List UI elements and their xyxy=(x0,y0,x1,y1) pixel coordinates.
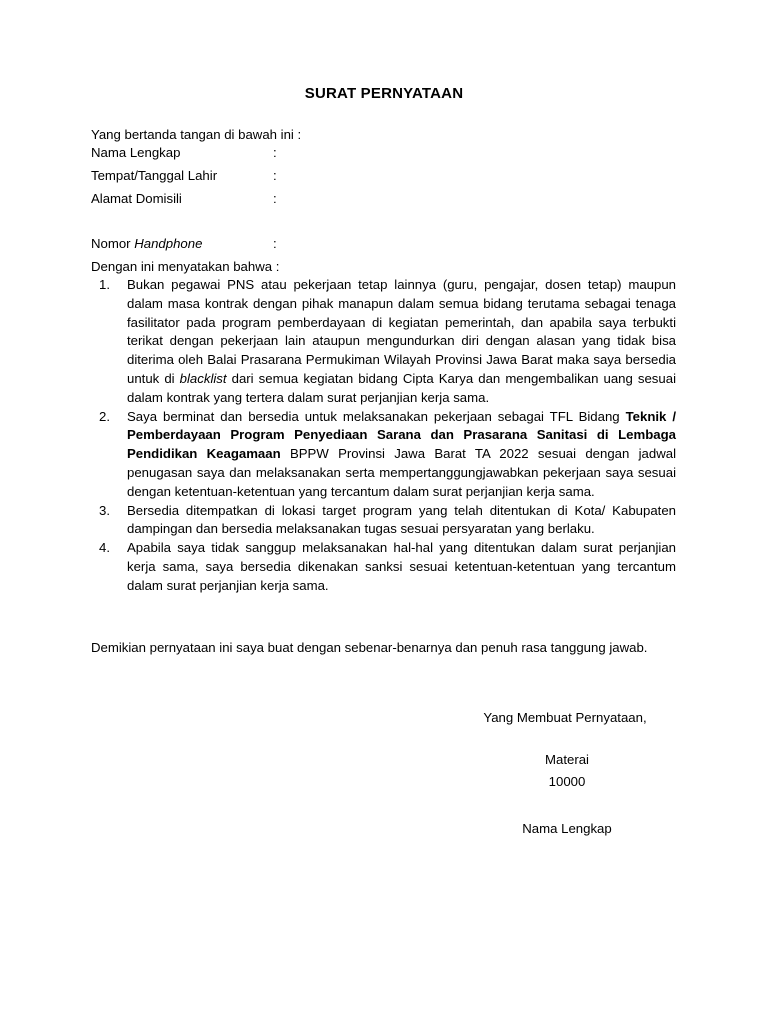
list-item xyxy=(91,502,676,540)
intro-text: Yang bertanda tangan di bawah ini : xyxy=(91,127,302,142)
field-nama-lengkap xyxy=(91,144,391,163)
signature-name: Nama Lengkap xyxy=(522,821,612,836)
field-label: Alamat Domisili xyxy=(91,191,182,206)
field-label-prefix: Nomor xyxy=(91,236,135,251)
field-label: Tempat/Tanggal Lahir xyxy=(91,168,218,183)
list-item xyxy=(91,539,676,595)
item-text: Apabila saya tidak sanggup melaksanakan hal-hal yang ditentukan dalam surat perjanjian kerja sama, saya bersedia dikenakan sanksi sesuai ketentuan-ketentuan yang tercantum dalam surat perjanjian kerja sama. xyxy=(127,540,676,593)
field-nomor-handphone xyxy=(91,235,391,254)
item-text: Saya berminat dan bersedia untuk melaksanakan pekerjaan sebagai TFL Bidang xyxy=(127,408,626,424)
statement-intro: Dengan ini menyatakan bahwa : xyxy=(91,259,280,274)
item-number: 3. xyxy=(99,502,110,518)
field-label: Nama Lengkap xyxy=(91,145,181,160)
field-alamat-domisili xyxy=(91,190,391,209)
field-label-italic: Handphone xyxy=(134,236,203,251)
stamp-value: 10000 xyxy=(548,774,586,789)
list-item xyxy=(91,408,676,502)
item-text: Bersedia ditempatkan di lokasi target program yang telah ditentukan di Kota/ Kabupaten dampingan dan bersedia melaksanakan tugas sesuai persyaratan yang berlaku. xyxy=(127,502,676,537)
list-item xyxy=(91,276,676,408)
item-number: 2. xyxy=(99,408,110,424)
item-bold-text: Teknik / Pemberdayaan Program Penyediaan Sarana dan Prasarana Sanitasi di Lembaga Pendidikan Keagamaan xyxy=(127,408,676,462)
field-colon: : xyxy=(273,168,277,183)
item-number: 4. xyxy=(99,540,110,556)
field-tempat-tanggal-lahir xyxy=(91,167,391,186)
field-colon: : xyxy=(273,236,277,251)
field-colon: : xyxy=(273,191,277,206)
item-number: 1. xyxy=(99,277,110,292)
statement-list xyxy=(91,276,676,596)
signature-heading: Yang Membuat Pernyataan, xyxy=(483,710,647,725)
field-label xyxy=(91,235,273,254)
stamp-label: Materai xyxy=(545,752,589,767)
field-colon: : xyxy=(273,145,277,160)
item-text: Bukan pegawai PNS atau pekerjaan tetap lainnya (guru, pengajar, dosen tetap) maupun dalam masa kontrak dengan pihak manapun dalam semua bidang terutama sebagai tenaga fasilitator pada program pemberdayaan di kegiatan pemerintah, dan apabila saya terbukti terikat dengan pekerjaan lain ataupun mengundurkan diri dengan alasan yang tidak bisa diterima oleh Balai Prasarana Permukiman Wilayah Provinsi Jawa Barat maka saya bersedia untuk di xyxy=(127,277,676,386)
item-text: dari semua kegiatan bidang Cipta Karya dan mengembalikan uang sesuai dalam kontrak yang tertera dalam surat perjanjian kerja sama. xyxy=(127,370,676,405)
document-title: SURAT PERNYATAAN xyxy=(304,85,464,102)
item-text: BPPW Provinsi Jawa Barat TA 2022 sesuai dengan jadwal penugasan saya dan melaksanakan serta mempertanggungjawabkan pekerjaan saya sesuai dengan ketentuan-ketentuan yang tercantum dalam surat perjanjian kerja sama. xyxy=(127,446,676,499)
closing-text: Demikian pernyataan ini saya buat dengan sebenar-benarnya dan penuh rasa tanggung jawab. xyxy=(91,640,648,655)
item-italic-text: blacklist xyxy=(179,370,227,386)
